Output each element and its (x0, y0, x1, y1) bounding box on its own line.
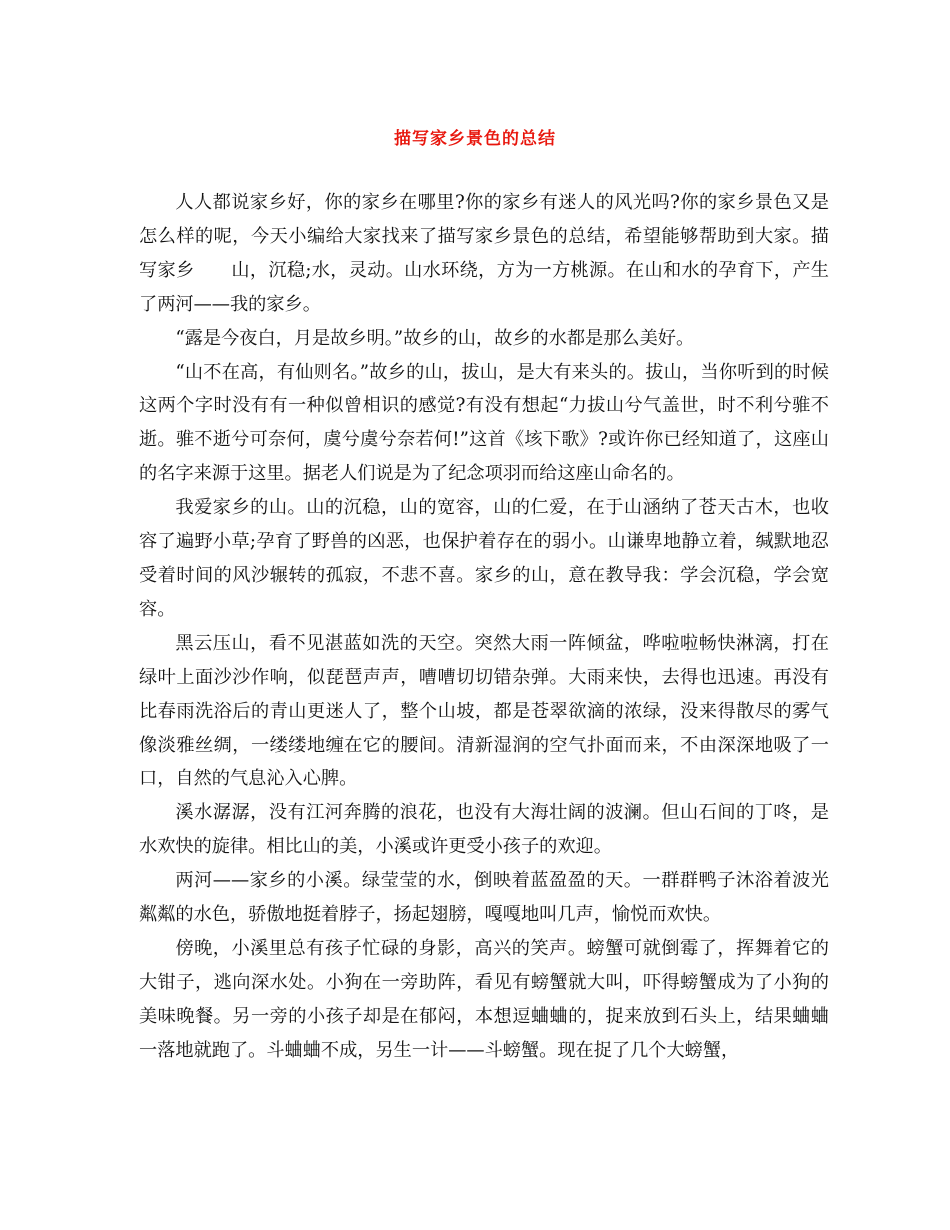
paragraph-love-mountain: 我爱家乡的山。山的沉稳，山的宽容，山的仁爱，在于山涵纳了苍天古木，也收容了遍野小草;孕育了野兽的凶恶，也保护着存在的弱小。山谦卑地静立着，缄默地忍受着时间的风沙辗转的孤寂，不悲不喜。家乡的山，意在教导我：学会沉稳，学会宽容。 (139, 497, 829, 620)
document-title: 描写家乡景色的总结 (394, 129, 556, 149)
paragraph-quote-moon: “露是今夜白，月是故乡明。”故乡的山，故乡的水都是那么美好。 (175, 327, 695, 349)
paragraph-intro: 人人都说家乡好，你的家乡在哪里?你的家乡有迷人的风光吗?你的家乡景色又是怎么样的呢，今天小编给大家找来了描写家乡景色的总结，希望能够帮助到大家。描写家乡 山，沉稳;水，灵动。山水环绕，方为一方桃源。在山和水的孕育下，产生了两河——我的家乡。 (139, 192, 829, 315)
paragraph-evening: 傍晚，小溪里总有孩子忙碌的身影，高兴的笑声。螃蟹可就倒霉了，挥舞着它的大钳子，逃向深水处。小狗在一旁助阵，看见有螃蟹就大叫，吓得螃蟹成为了小狗的美味晚餐。另一旁的小孩子却是在郁闷，本想逗蛐蛐的，捉来放到石头上，结果蛐蛐一落地就跑了。斗蛐蛐不成，另生一计——斗螃蟹。现在捉了几个大螃蟹， (139, 937, 829, 1061)
paragraph-lianghe: 两河——家乡的小溪。绿莹莹的水，倒映着蓝盈盈的天。一群群鸭子沐浴着波光粼粼的水色，骄傲地挺着脖子，扬起翅膀，嘎嘎地叫几声，愉悦而欢快。 (139, 870, 829, 926)
paragraph-bashan: “山不在高，有仙则名。”故乡的山，拔山，是大有来头的。拔山，当你听到的时候这两个字时没有有一种似曾相识的感觉?有没有想起“力拔山兮气盖世，时不利兮骓不逝。骓不逝兮可奈何，虞兮虞兮奈若何!”这首《垓下歌》?或许你已经知道了，这座山的名字来源于这里。据老人们说是为了纪念项羽而给这座山命名的。 (139, 361, 829, 485)
document-body (139, 186, 829, 1068)
paragraph-rain: 黑云压山，看不见湛蓝如洗的天空。突然大雨一阵倾盆，哗啦啦畅快淋漓，打在绿叶上面沙沙作响，似琵琶声声，嘈嘈切切错杂弹。大雨来快，去得也迅速。再没有比春雨洗浴后的青山更迷人了，整个山坡，都是苍翠欲滴的浓绿，没来得散尽的雾气像淡雅丝绸，一缕缕地缠在它的腰间。清新湿润的空气扑面而来，不由深深地吸了一口，自然的气息沁入心脾。 (139, 632, 829, 790)
paragraph-stream: 溪水潺潺，没有江河奔腾的浪花，也没有大海壮阔的波澜。但山石间的丁咚，是水欢快的旋律。相比山的美，小溪或许更受小孩子的欢迎。 (139, 802, 829, 858)
